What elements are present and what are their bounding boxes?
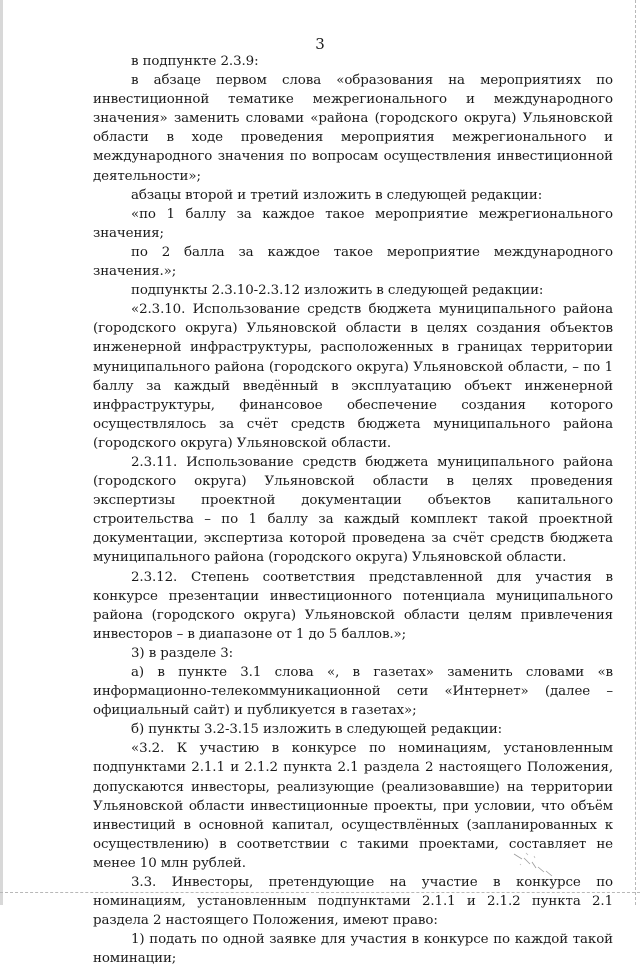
paragraph-2-3-12: 2.3.12. Степень соответствия представленной для участия в конкурсе презентации инвестиционного потенциала муниципального района (городского округа) Ульяновской области целям привлечения инвесторов – в диапазоне от 1 до 5 баллов.»; <box>93 569 613 642</box>
paragraph-one-point-interregional: «по 1 баллу за каждое такое мероприятие межрегионального значения; <box>93 206 613 241</box>
paragraph-two-points-international: по 2 балла за каждое такое мероприятие международного значения.»; <box>93 244 613 280</box>
paragraph-2-3-11: 2.3.11. Использование средств бюджета муниципального района (городского округа) Ульяновской области в целях проведения экспертизы проектной документации объектов капитального строительства – по 1 баллу за каждый комплект такой проектной документации, экспертиза которой проведена за счёт средств бюджета муниципального района (городского округа) Ульяновской области. <box>93 454 613 566</box>
document-body <box>93 52 613 969</box>
paragraph-section-3: 3) в разделе 3: <box>131 645 234 661</box>
paragraph-abzacs-new-edition: абзацы второй и третий изложить в следующей редакции: <box>131 187 543 203</box>
paragraph-points-3-2-3-15: б) пункты 3.2-3.15 изложить в следующей редакции: <box>131 722 503 738</box>
paragraph-2-3-10: «2.3.10. Использование средств бюджета муниципального района (городского округа) Ульяновской области в целях создания объектов инженерной инфраструктуры, расположенных в границах территории муниципального района (городского округа) Ульяновской области, – по 1 баллу за каждый введённый в эксплуатацию объект инженерной инфраструктуры, финансовое обеспечение создания которого осуществлялось за счёт средств бюджета муниципального района (городского округа) Ульяновской области. <box>93 302 613 451</box>
paragraph-subpoints-2-3-10-12: подпункты 2.3.10-2.3.12 изложить в следующей редакции: <box>131 283 544 299</box>
paragraph-3-2: «3.2. К участию в конкурсе по номинациям, установленным подпунктами 2.1.1 и 2.1.2 пункта 2.1 раздела 2 настоящего Положения, допускаются инвесторы, реализующие (реализовавшие) на территории Ульяновской области инвестиционные проекты, при условии, что объём инвестиций в основной капитал, осуществлённых (запланированных к осуществлению) в соответствии с такими проектами, составляет не менее 10 млн рублей. <box>93 741 613 871</box>
scan-edge-right <box>634 0 636 905</box>
page-number: 3 <box>315 35 325 53</box>
paragraph-first-abzac-change: в абзаце первом слова «образования на мероприятиях по инвестиционной тематике межрегионального и международного значения» заменить словами «района (городского округа) Ульяновской области в ходе проведения мероприятия межрегионального и международного значения по вопросам осуществления инвестиционной деятельности»; <box>93 73 613 184</box>
paragraph-3-3-item-1: 1) подать по одной заявке для участия в конкурсе по каждой такой номинации; <box>93 932 613 967</box>
paragraph-3-3: 3.3. Инвесторы, претендующие на участие в конкурсе по номинациям, установленным подпунктами 2.1.1 и 2.1.2 пункта 2.1 раздела 2 настоящего Положения, имеют право: <box>93 875 613 929</box>
scan-edge-left <box>0 0 3 905</box>
scan-artifact <box>512 850 554 878</box>
paragraph-subpoint-2-3-9: в подпункте 2.3.9: <box>131 54 259 69</box>
paragraph-point-3-1: а) в пункте 3.1 слова «, в газетах» заменить словами «в информационно-телекоммуникационной сети «Интернет» (далее – официальный сайт) и публикуется в газетах»; <box>93 665 613 719</box>
